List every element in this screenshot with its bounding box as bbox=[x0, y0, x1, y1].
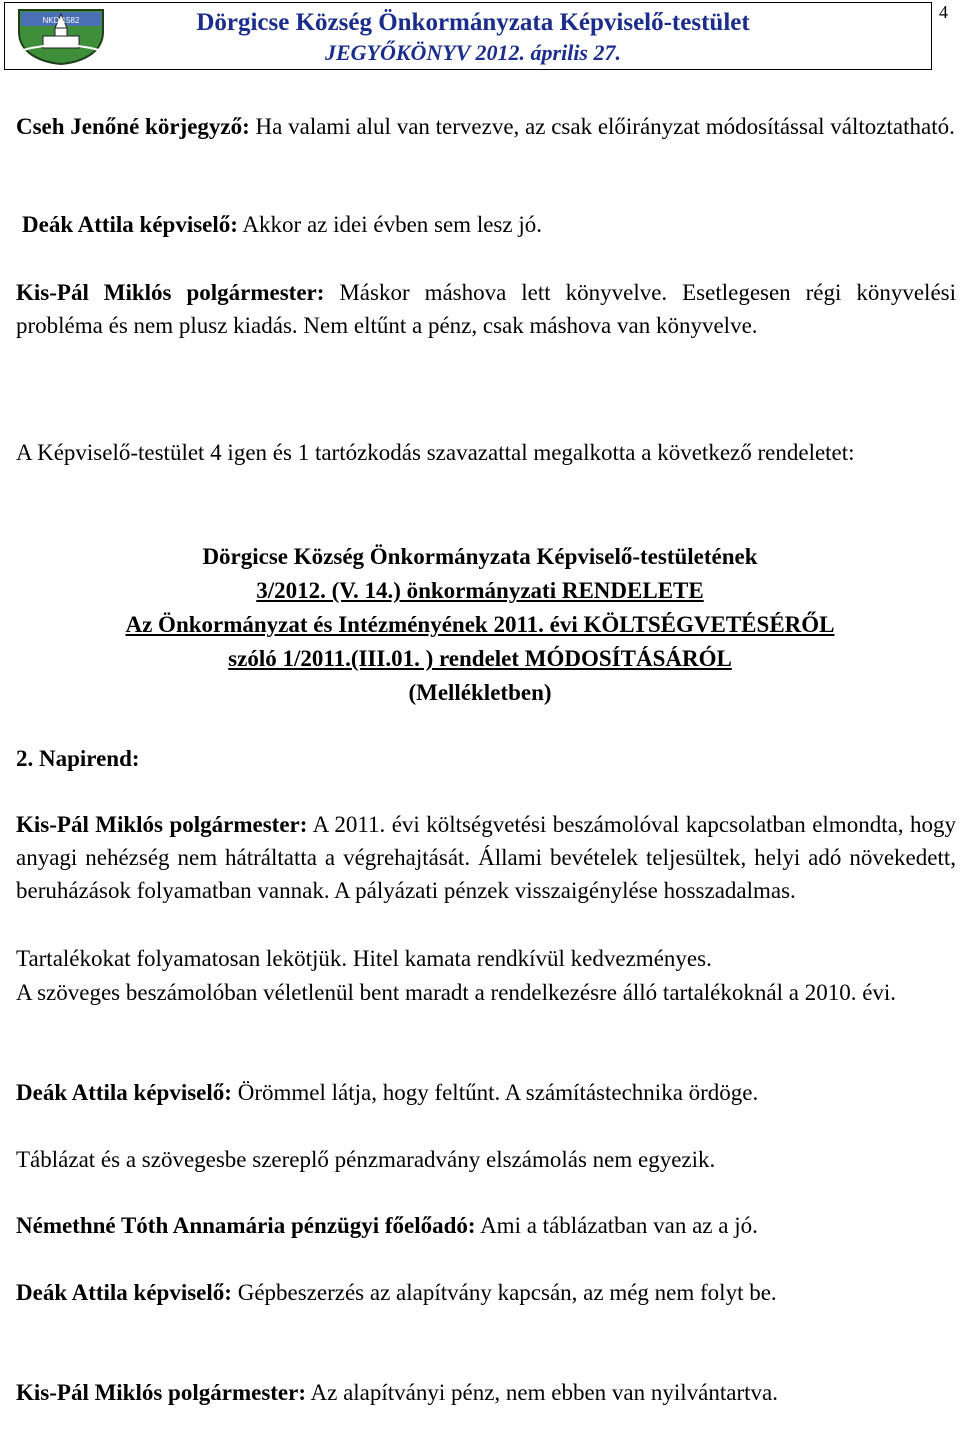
paragraph bbox=[16, 276, 956, 342]
paragraph bbox=[16, 1376, 956, 1409]
coat-of-arms-icon bbox=[13, 6, 109, 66]
decree-line-5: (Mellékletben) bbox=[408, 680, 552, 705]
speaker: Deák Attila képviselő: bbox=[16, 1280, 232, 1305]
paragraph bbox=[16, 110, 956, 143]
paragraph bbox=[22, 208, 960, 241]
paragraph bbox=[16, 1076, 956, 1109]
page-number: 4 bbox=[939, 2, 948, 22]
page-header bbox=[4, 2, 932, 70]
paragraph: A szöveges beszámolóban véletlenül bent maradt a rendelkezésre álló tartalékoknál a 2010. évi. bbox=[16, 980, 897, 1005]
paragraph-line: Táblázat és a szövegesbe szereplő pénzmaradvány elszámolás nem egyezik. bbox=[16, 1147, 716, 1172]
document-subtitle: JEGYŐKÖNYV 2012. április 27. bbox=[324, 40, 621, 65]
paragraph bbox=[16, 436, 956, 469]
paragraph-text: Örömmel látja, hogy feltűnt. A számítástechnika ördöge. bbox=[231, 1080, 759, 1105]
speaker: Kis-Pál Miklós polgármester: bbox=[16, 280, 325, 305]
paragraph bbox=[16, 1209, 956, 1242]
speaker: Kis-Pál Miklós polgármester: bbox=[16, 812, 308, 837]
paragraph-text: Ami a táblázatban van az a jó. bbox=[475, 1213, 758, 1238]
paragraph-text: Az alapítványi pénz, nem ebben van nyilvántartva. bbox=[306, 1380, 778, 1405]
paragraph-line: Tartalékokat folyamatosan lekötjük. Hitel kamata rendkívül kedvezményes. bbox=[16, 946, 712, 971]
paragraph-text: Gépbeszerzés az alapítvány kapcsán, az még nem folyt be. bbox=[231, 1280, 777, 1305]
decree-line-3: Az Önkormányzat és Intézményének 2011. évi KÖLTSÉGVETÉSÉRŐL bbox=[125, 612, 835, 637]
paragraph-text: Máskor máshova lett könyvelve. Esetlegesen régi könyvelési probléma és nem plusz kiadás. Nem eltűnt a pénz, csak máshova van könyvelve. bbox=[16, 280, 956, 338]
agenda-heading: 2. Napirend: bbox=[16, 746, 140, 771]
paragraph-text: Akkor az idei évben sem lesz jó. bbox=[237, 212, 542, 237]
paragraph-text: A 2011. évi költségvetési beszámolóval kapcsolatban elmondta, hogy anyagi nehézség nem hátráltatta a végrehajtását. Állami bevételek teljesültek, helyi adó növekedett, beruházások folyamatban vannak. A pályázati pénzek visszaigénylése hosszadalmas. bbox=[16, 812, 956, 903]
paragraph bbox=[16, 808, 956, 907]
decree-line-2: 3/2012. (V. 14.) önkormányzati RENDELETE bbox=[256, 578, 704, 603]
speaker: Deák Attila képviselő: bbox=[16, 1080, 232, 1105]
paragraph-text: A Képviselő-testület 4 igen és 1 tartózkodás szavazattal megalkotta a következő rendeletet: bbox=[16, 440, 855, 465]
decree-line-4: szóló 1/2011.(III.01. ) rendelet MÓDOSÍTÁSÁRÓL bbox=[228, 646, 732, 671]
paragraph-text: Ha valami alul van tervezve, az csak előirányzat módosítással változtatható. bbox=[249, 114, 955, 139]
speaker: Deák Attila képviselő: bbox=[22, 212, 238, 237]
speaker: Kis-Pál Miklós polgármester: bbox=[16, 1380, 307, 1405]
speaker: Cseh Jenőné körjegyző: bbox=[16, 114, 250, 139]
decree-line-1: Dörgicse Község Önkormányzata Képviselő-testületének bbox=[202, 544, 758, 569]
document-title: Dörgicse Község Önkormányzata Képviselő-testület bbox=[196, 9, 750, 36]
speaker: Némethné Tóth Annamária pénzügyi főelőadó: bbox=[16, 1213, 476, 1238]
crest-text: NKD 1582 bbox=[42, 16, 80, 25]
paragraph bbox=[16, 1276, 956, 1309]
